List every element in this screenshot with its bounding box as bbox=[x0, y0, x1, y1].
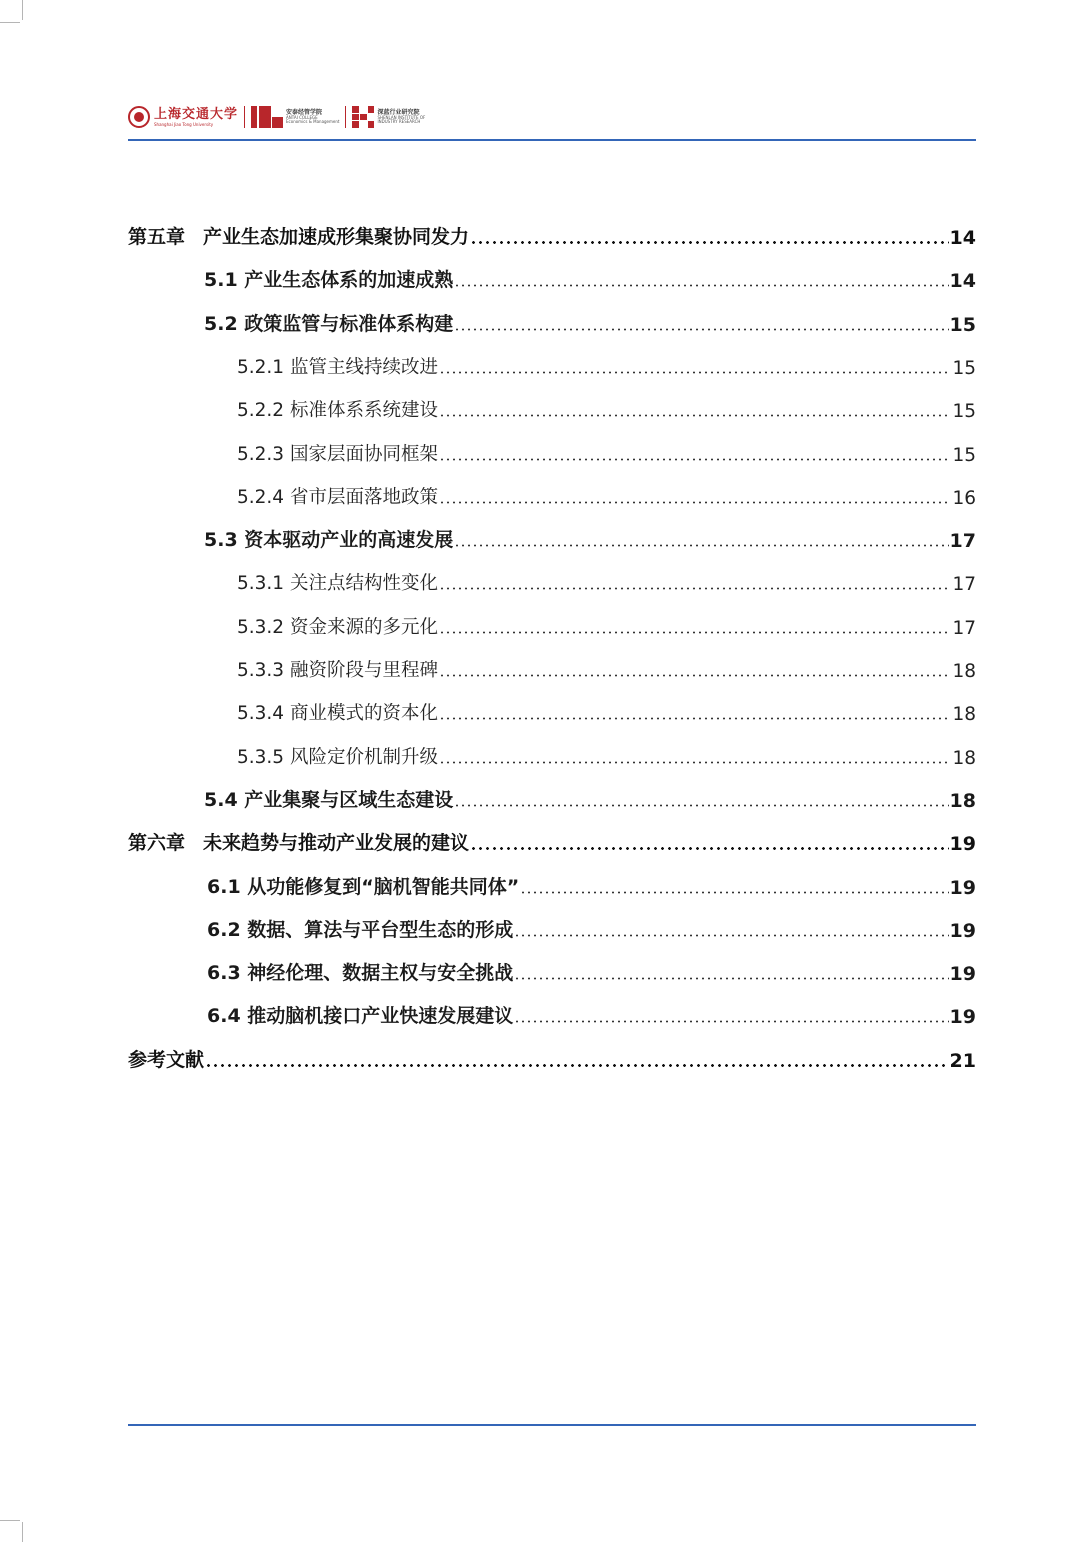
sjtu-logo bbox=[128, 106, 238, 128]
toc-entry[interactable] bbox=[204, 302, 976, 336]
toc-chapter-number: 第五章 bbox=[128, 226, 186, 248]
toc-entry-text: 5.2.3 国家层面协同框架 bbox=[237, 443, 438, 465]
toc-entry[interactable] bbox=[207, 994, 976, 1028]
toc-entry-title bbox=[237, 396, 438, 422]
sjtu-seal-icon bbox=[128, 106, 150, 128]
toc-entry[interactable] bbox=[237, 605, 976, 639]
toc-dot-leader bbox=[439, 414, 951, 417]
crop-mark bbox=[22, 0, 23, 20]
crop-mark bbox=[0, 22, 20, 23]
toc-dot-leader bbox=[205, 1064, 949, 1067]
toc-entry-title bbox=[204, 525, 453, 552]
toc-entry-text: 5.2.4 省市层面落地政策 bbox=[237, 486, 438, 508]
toc-entry-title bbox=[204, 265, 453, 292]
toc-entry[interactable] bbox=[237, 735, 976, 769]
toc-dot-leader bbox=[470, 847, 949, 850]
toc-entry-text: 5.1 产业生态体系的加速成熟 bbox=[204, 269, 454, 292]
toc-entry-text: 未来趋势与推动产业发展的建议 bbox=[203, 832, 470, 855]
toc-entry[interactable] bbox=[128, 821, 976, 855]
toc-page-number: 18 bbox=[952, 704, 976, 726]
toc-page-number: 18 bbox=[952, 661, 976, 682]
toc-dot-leader bbox=[439, 587, 951, 590]
toc-page-number: 21 bbox=[949, 1049, 976, 1072]
toc-entry-title bbox=[207, 958, 513, 985]
toc-page-number: 17 bbox=[949, 530, 976, 553]
toc-page-number: 19 bbox=[949, 919, 976, 942]
antai-logo-en2: Economics & Management bbox=[286, 119, 340, 125]
toc-page-number: 18 bbox=[952, 747, 976, 769]
toc-dot-leader bbox=[454, 328, 948, 331]
logo-separator bbox=[244, 106, 245, 128]
toc-entry[interactable] bbox=[207, 951, 976, 985]
toc-page-number: 19 bbox=[949, 963, 976, 986]
toc-page-number: 19 bbox=[949, 833, 976, 856]
antai-mark-icon bbox=[251, 106, 283, 128]
toc-entry-title bbox=[237, 353, 438, 379]
toc-entry-text: 5.4 产业集聚与区域生态建设 bbox=[204, 788, 454, 811]
toc-page-number: 16 bbox=[952, 487, 976, 509]
toc-entry-text: 5.3.4 商业模式的资本化 bbox=[237, 703, 438, 725]
toc-entry-text: 6.3 神经伦理、数据主权与安全挑战 bbox=[207, 962, 514, 985]
toc-entry-title bbox=[237, 743, 438, 769]
toc-entry-text: 6.4 推动脑机接口产业快速发展建议 bbox=[207, 1005, 514, 1028]
toc-entry-text: 5.3.1 关注点结构性变化 bbox=[237, 573, 438, 595]
toc-entry-title bbox=[237, 656, 438, 682]
antai-logo bbox=[251, 106, 339, 128]
toc-entry[interactable] bbox=[237, 648, 976, 682]
toc-entry-title bbox=[237, 699, 438, 725]
toc-entry-title bbox=[207, 915, 513, 942]
toc-page-number: 17 bbox=[952, 574, 976, 596]
toc-page-number: 17 bbox=[952, 617, 976, 639]
footer-rule bbox=[128, 1424, 976, 1426]
toc-chapter-number: 第六章 bbox=[128, 832, 186, 855]
toc-page-number: 15 bbox=[952, 357, 976, 379]
toc-entry[interactable] bbox=[237, 345, 976, 379]
toc-entry[interactable] bbox=[128, 1038, 976, 1072]
toc-page-number: 19 bbox=[949, 1006, 976, 1029]
toc-dot-leader bbox=[439, 501, 951, 504]
toc-entry-title bbox=[237, 483, 438, 509]
toc-dot-leader bbox=[514, 1020, 948, 1023]
toc-dot-leader bbox=[520, 891, 948, 894]
toc-entry[interactable] bbox=[207, 908, 976, 942]
sjtu-logo-cn: 上海交通大学 bbox=[154, 106, 239, 122]
toc-entry-text: 5.3.5 风险定价机制升级 bbox=[237, 746, 438, 768]
toc-entry-text: 产业生态加速成形集聚协同发力 bbox=[203, 226, 470, 248]
toc-entry-text: 6.1 从功能修复到“脑机智能共同体” bbox=[207, 875, 520, 898]
toc-entry-title bbox=[128, 828, 469, 855]
toc-dot-leader bbox=[514, 977, 948, 980]
sjtu-logo-en: Shanghai Jiao Tong University bbox=[154, 121, 214, 127]
toc-entry-text: 5.2.1 监管主线持续改进 bbox=[237, 356, 438, 378]
toc-entry-title bbox=[237, 613, 438, 639]
toc-page-number: 14 bbox=[949, 227, 976, 249]
toc-page-number: 15 bbox=[952, 401, 976, 423]
toc-entry-text: 6.2 数据、算法与平台型生态的形成 bbox=[207, 918, 514, 941]
toc-entry-title bbox=[207, 1001, 513, 1028]
logo-separator bbox=[345, 106, 346, 128]
shenlan-mark-icon bbox=[352, 106, 374, 128]
toc-entry[interactable] bbox=[237, 691, 976, 725]
toc-dot-leader bbox=[439, 761, 951, 764]
toc-entry-title bbox=[128, 1045, 204, 1072]
toc-dot-leader bbox=[439, 371, 951, 374]
toc-dot-leader bbox=[439, 458, 951, 461]
toc-entry-text: 5.3 资本驱动产业的高速发展 bbox=[204, 529, 454, 552]
toc-entry-text: 5.2.2 标准体系系统建设 bbox=[237, 400, 438, 422]
shenlan-logo-cn: 深蓝行业研究院 bbox=[377, 108, 420, 116]
toc-entry[interactable] bbox=[204, 778, 976, 812]
shenlan-logo-en: SHENLAN INSTITUTE OF bbox=[377, 114, 426, 120]
toc-dot-leader bbox=[439, 631, 951, 634]
toc-entry-title bbox=[204, 785, 453, 812]
toc-dot-leader bbox=[470, 241, 949, 244]
antai-logo-cn: 安泰经管学院 bbox=[286, 108, 323, 116]
crop-mark bbox=[22, 1522, 23, 1542]
toc-entry[interactable] bbox=[204, 258, 976, 292]
shenlan-logo bbox=[352, 106, 425, 128]
toc-page-number: 14 bbox=[949, 270, 976, 293]
toc-dot-leader bbox=[439, 717, 951, 720]
toc-entry[interactable] bbox=[204, 518, 976, 552]
toc-entry[interactable] bbox=[237, 561, 976, 595]
toc-dot-leader bbox=[439, 674, 951, 677]
toc-entry-title bbox=[204, 309, 453, 336]
toc-page-number: 15 bbox=[949, 313, 976, 336]
toc-page-number: 19 bbox=[949, 876, 976, 899]
antai-logo-en: ANTAI COLLEGE bbox=[286, 114, 318, 120]
toc-entry-title bbox=[237, 569, 438, 595]
toc-dot-leader bbox=[454, 804, 948, 807]
toc-entry-text: 参考文献 bbox=[128, 1048, 205, 1071]
toc-dot-leader bbox=[454, 544, 948, 547]
crop-mark bbox=[0, 1520, 20, 1521]
toc-entry-title bbox=[207, 872, 519, 899]
toc-page-number: 15 bbox=[952, 444, 976, 466]
toc-dot-leader bbox=[454, 284, 948, 287]
toc-entry[interactable] bbox=[237, 388, 976, 422]
shenlan-logo-en2: INDUSTRY RESEARCH bbox=[377, 119, 421, 125]
toc-dot-leader bbox=[514, 934, 948, 937]
toc-entry[interactable] bbox=[207, 865, 976, 899]
header-rule bbox=[128, 139, 976, 141]
toc-entry[interactable] bbox=[237, 475, 976, 509]
toc-entry-title bbox=[237, 440, 438, 466]
toc-entry[interactable] bbox=[237, 432, 976, 466]
toc-entry-text: 5.2 政策监管与标准体系构建 bbox=[204, 312, 454, 335]
toc-entry-title bbox=[128, 222, 469, 249]
toc-entry-text: 5.3.2 资金来源的多元化 bbox=[237, 616, 438, 638]
toc-page-number: 18 bbox=[949, 789, 976, 812]
header-logos bbox=[128, 102, 425, 132]
toc-entry-text: 5.3.3 融资阶段与里程碑 bbox=[237, 660, 438, 681]
toc-entry[interactable] bbox=[128, 215, 976, 249]
